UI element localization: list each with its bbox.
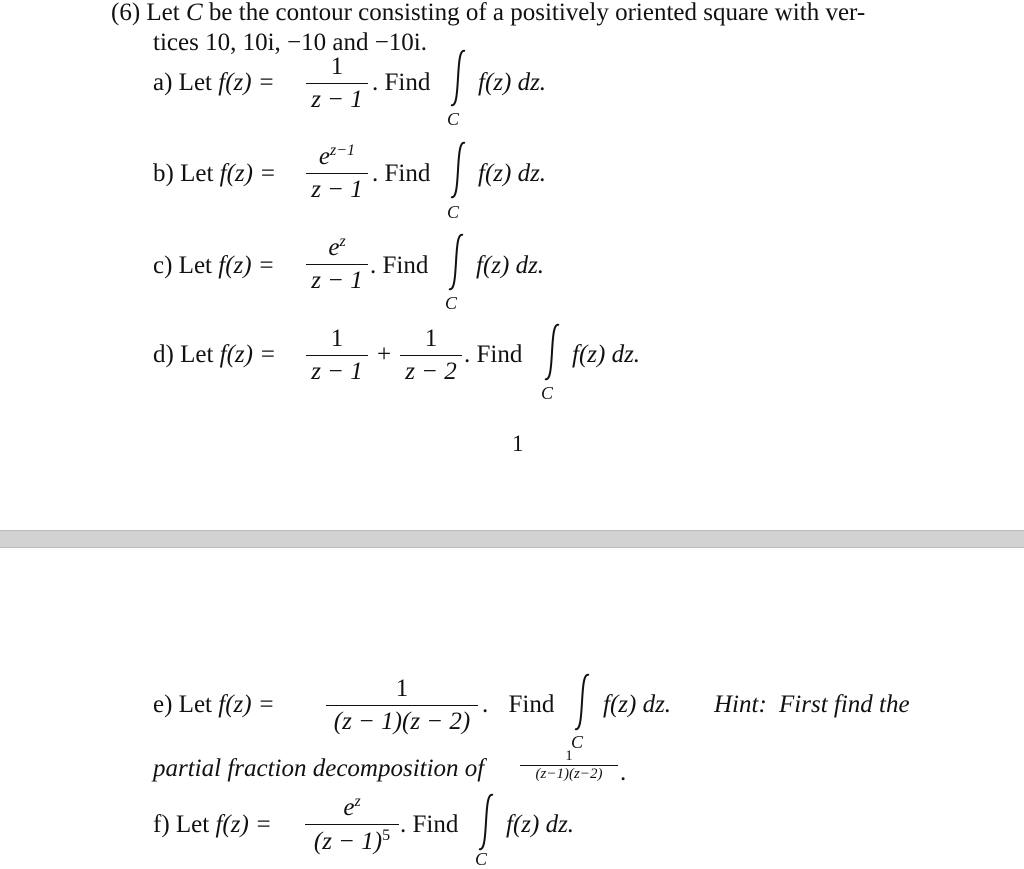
part-d-fraction-1: 1 z − 1 [306, 326, 368, 384]
integral-sign-icon [572, 672, 592, 732]
integral-contour-label: C [541, 383, 554, 403]
part-a-find: . Find [372, 69, 431, 96]
pdf-page-2 [0, 548, 1024, 869]
part-e-fraction: 1 (z − 1)(z − 2) [326, 676, 478, 734]
part-b-lead: b) Let f(z) = [153, 160, 277, 187]
part-e-small-fraction: 1 (z−1)(z−2) [520, 749, 618, 782]
integral-sign-icon [448, 140, 468, 200]
problem-intro-line1: (6) Let C be the contour consisting of a positively oriented square with ver- [111, 0, 866, 26]
integral-sign-icon [448, 48, 468, 108]
integral-contour-label: C [447, 202, 460, 222]
page-separator [0, 530, 1024, 548]
integral-contour-label: C [475, 849, 488, 869]
part-e-hint-line2: partial fraction decomposition of [153, 755, 485, 782]
part-e-lead: e) Let f(z) = [153, 691, 275, 718]
part-c-integrand: f(z) dz. [476, 252, 545, 279]
integral-sign-icon [446, 232, 466, 292]
problem-number: (6) [111, 0, 141, 26]
part-c-fraction: $e^z$ z − 1 [306, 234, 368, 293]
part-a-integrand: f(z) dz. [478, 69, 547, 96]
contour-variable: C [185, 0, 203, 26]
part-f-fraction: $e^z$ $(z - 1)^5$ [305, 794, 399, 854]
part-e-find: . Find [482, 691, 555, 718]
part-d-integrand: f(z) dz. [572, 341, 641, 368]
part-e-hint: Hint: First find the [714, 691, 910, 718]
part-f-integrand: f(z) dz. [506, 811, 575, 838]
part-d-fraction-2: 1 z − 2 [400, 326, 462, 384]
integral-sign-icon [476, 792, 496, 852]
part-c-lead: c) Let f(z) = [153, 252, 275, 279]
integral-sign-icon [542, 322, 562, 382]
integral-contour-label: C [447, 109, 460, 129]
part-a-fraction: 1 z − 1 [306, 54, 368, 112]
part-a-lead: a) Let f(z) = [153, 69, 275, 96]
integral-contour-label: C [571, 732, 584, 752]
part-b-fraction: $e^{z-1}$ z − 1 [306, 143, 368, 202]
part-d-find: . Find [464, 341, 523, 368]
part-b-find: . Find [372, 160, 431, 187]
part-d-plus: + [377, 341, 392, 368]
part-e-period: . [620, 759, 627, 786]
problem-intro-line2: tices 10, 10i, −10 and −10i. [153, 29, 427, 56]
part-f-find: . Find [400, 811, 459, 838]
part-d-lead: d) Let f(z) = [153, 341, 277, 368]
part-f-lead: f) Let f(z) = [153, 811, 272, 838]
part-b-integrand: f(z) dz. [478, 160, 547, 187]
part-c-find: . Find [370, 252, 429, 279]
integral-contour-label: C [445, 293, 458, 313]
page-number: 1 [512, 431, 524, 456]
part-e-integrand: f(z) dz. [603, 691, 672, 718]
